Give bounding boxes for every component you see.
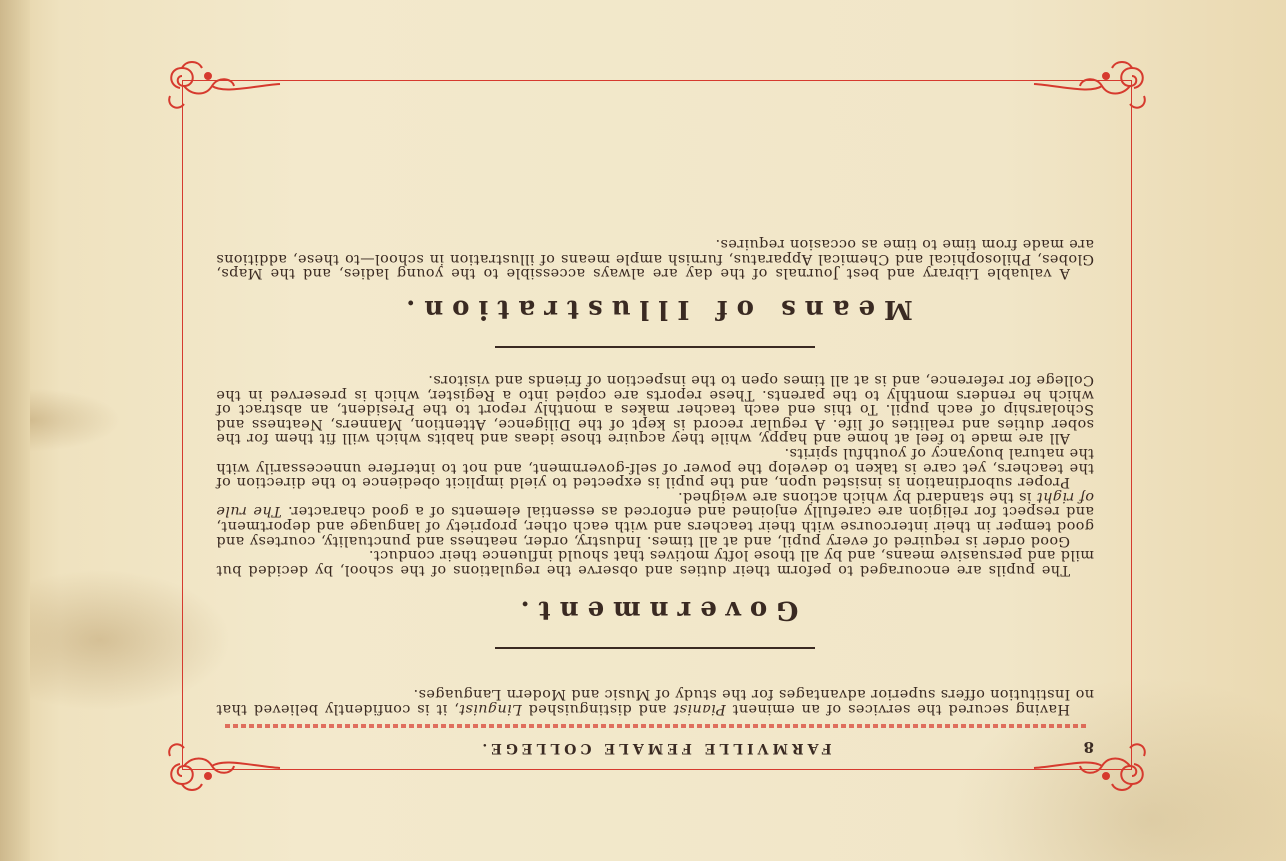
illustration-paragraph: A valuable Library and best Journals of the day are always accessible to the young ladies, and the Maps, Globes, Philosophical and Chemical Apparatus, furnish ample means of illustration in school—to these, additions are made from time to time as occasion requires. [216, 236, 1094, 282]
dotted-head-rule [224, 724, 1086, 728]
music-paragraph: Having secured the services of an eminent Pianist and distinguished Linguist, it is confidently believed that no Institution offers superior advantages for the study of Music and Modern Languages. [216, 686, 1094, 717]
government-paragraph-3: Proper subordination is insisted upon, and the pupil is expected to yield implicit obedience to the direction of the teachers, yet care is taken to develop the power of self-government, and not to interfere unnecessarily with the natural buoyancy of youthful spirits. [216, 445, 1094, 491]
illustration-heading: Means of Illustration. [397, 294, 913, 325]
government-paragraph-4: All are made to feel at home and happy, while they acquire those ideas and habits which will fit them for the sober duties and realities of life. A regular record is kept of the Diligence, Attention, Manners, Neatness and Scholarship of each pupil. To this end each teacher makes a monthly report to the President, an abstract of which he renders monthly to the parents. These reports are copied into a Register, which is preserved in the College for reference, and is at all times open to the inspection of friends and visitors. [216, 372, 1094, 447]
government-heading: Government. [511, 594, 799, 625]
upside-down-sheet [162, 56, 1152, 796]
section-divider [495, 647, 815, 649]
book-spine-edge [0, 0, 30, 861]
page-content [216, 96, 1094, 756]
running-head [216, 730, 1094, 756]
government-paragraph-2: Good order is required of every pupil, and at all times. Industry, order, neatness and punctuality, courtesy and good temper in their intercourse with their teachers and with each other, propriety of language and deportment, and respect for religion are carefully enjoined and enforced as essential elements of a good character. The rule of right is the standard by which actions are weighed. [216, 488, 1094, 549]
page-number: 8 [1083, 738, 1094, 756]
running-head-title: FARMVILLE FEMALE COLLEGE. [478, 740, 832, 756]
section-divider [495, 347, 815, 349]
government-paragraph-1: The pupils are encouraged to peform their duties and observe the regulations of the school, by decided but mild and persuasive means, and by all those lofty motives that should influence their conduct. [216, 547, 1094, 578]
